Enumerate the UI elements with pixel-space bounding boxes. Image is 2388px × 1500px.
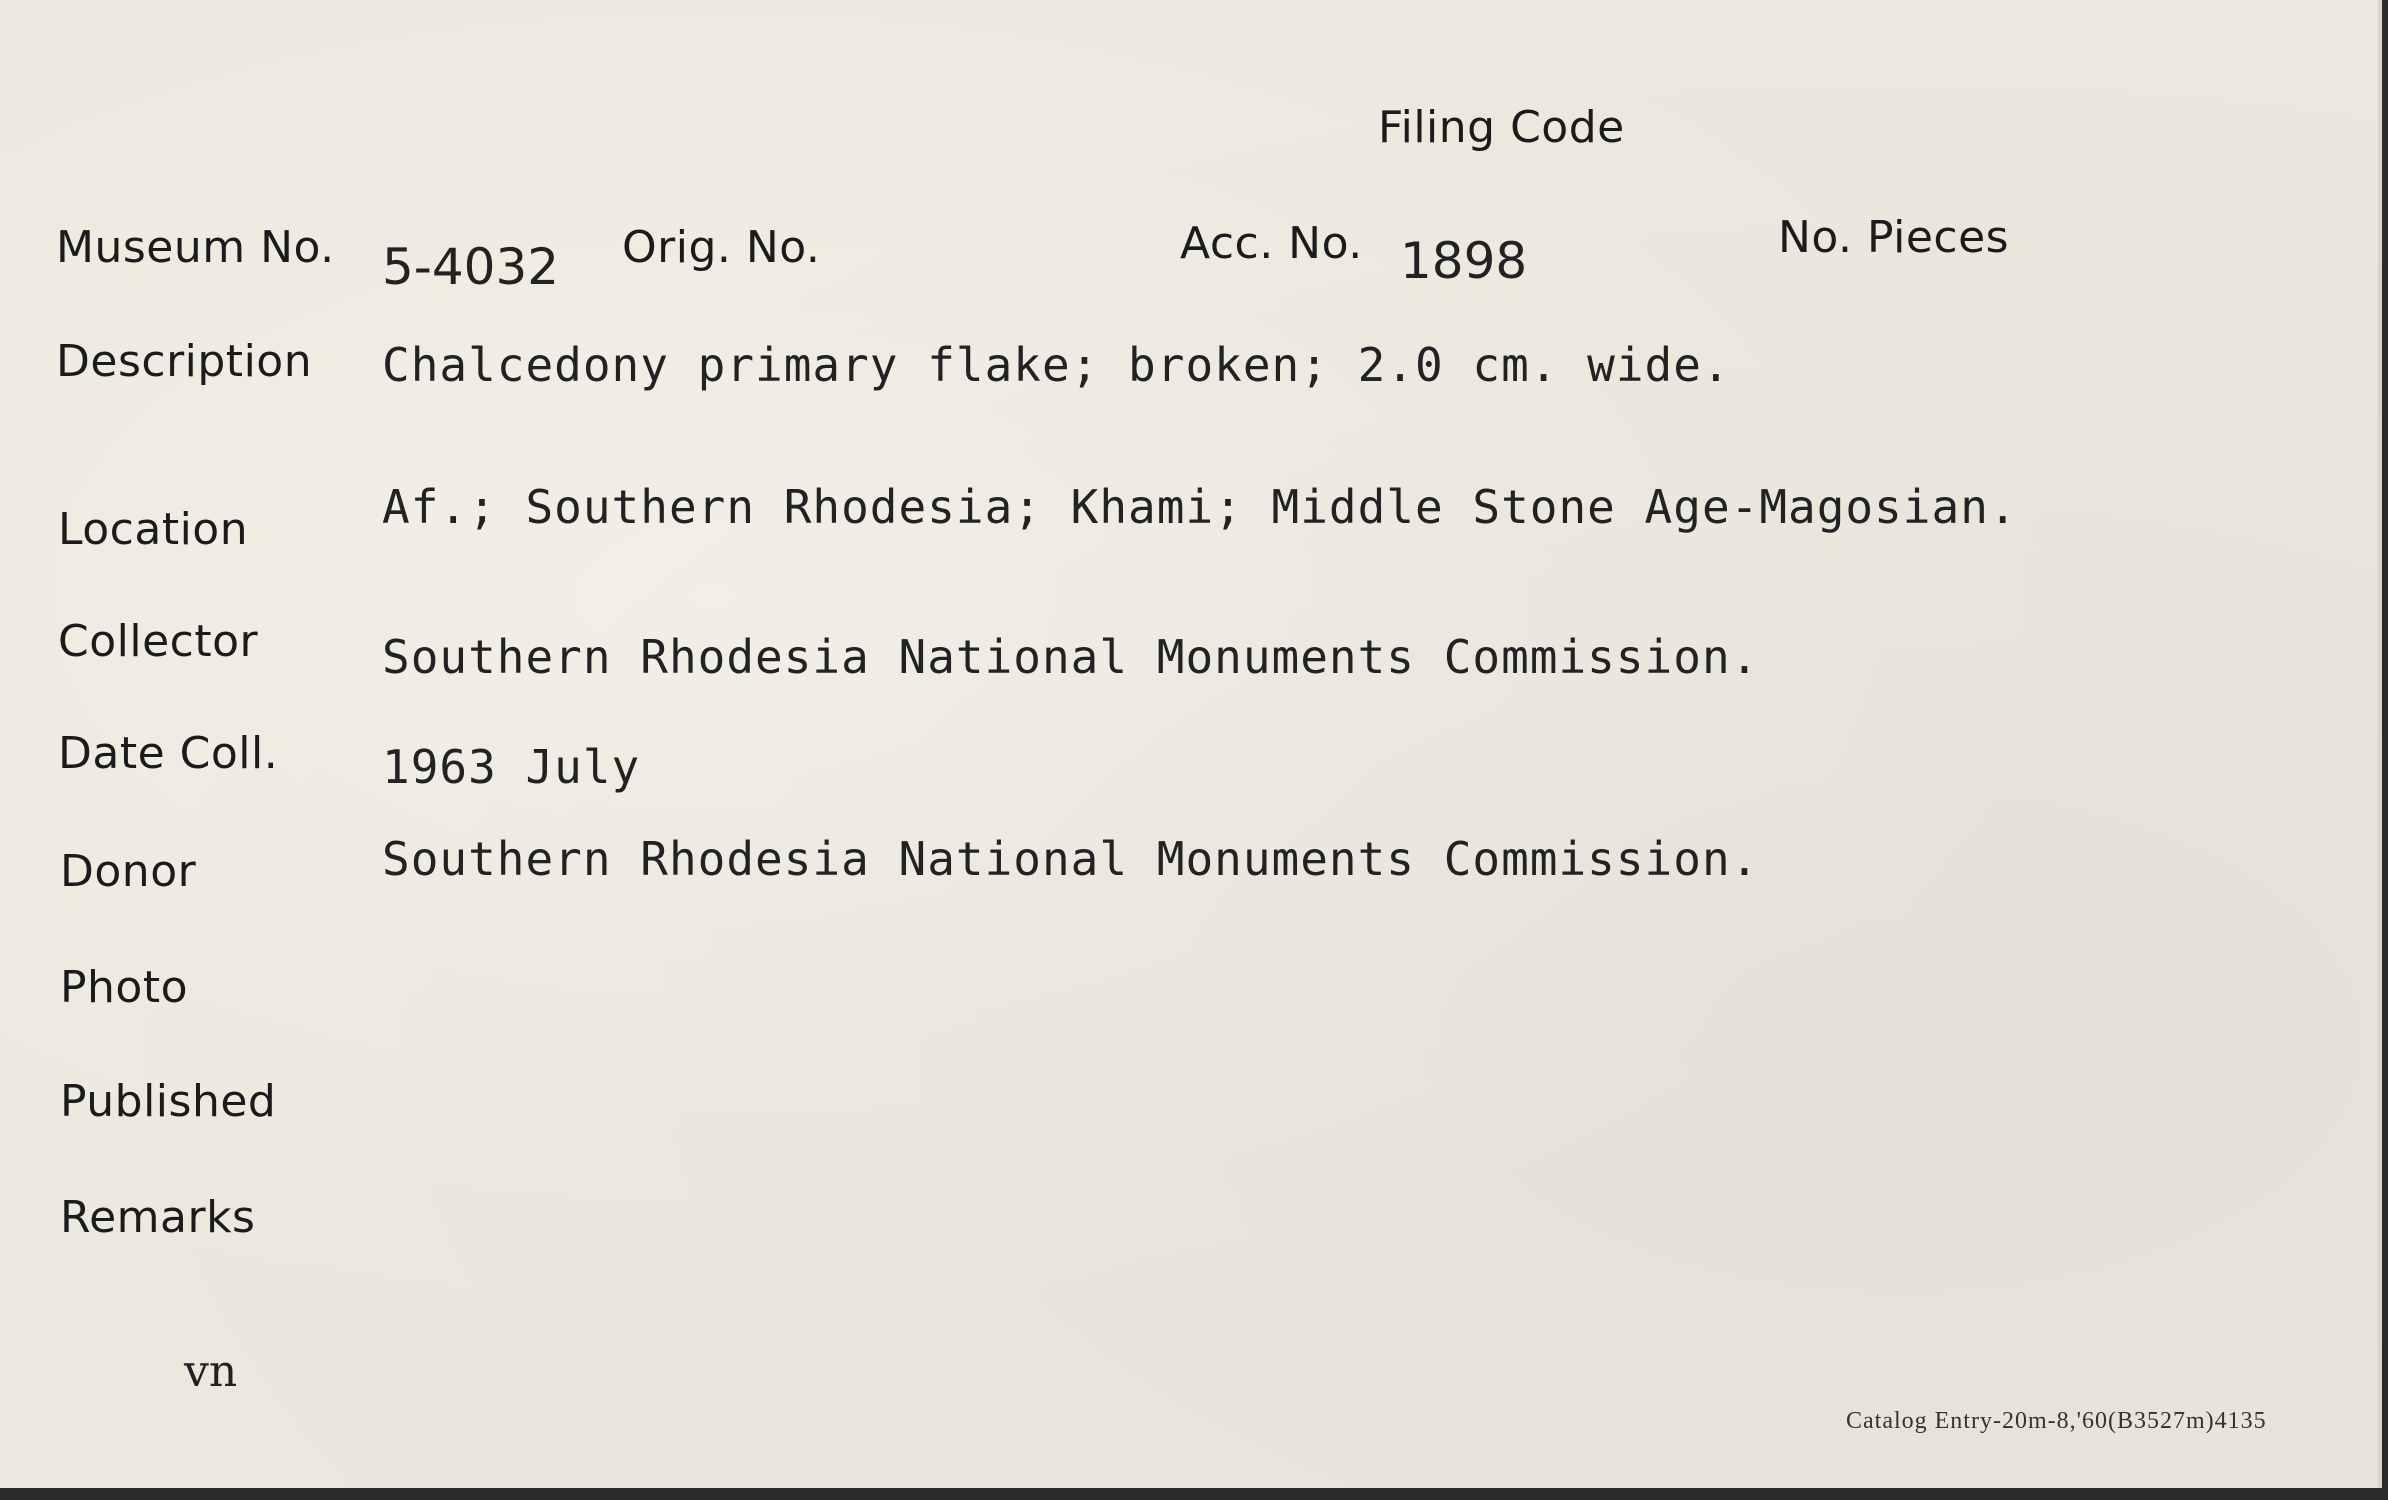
donor-label: Donor [60, 846, 197, 897]
published-label: Published [60, 1076, 277, 1127]
remarks-label: Remarks [60, 1192, 256, 1243]
description-label: Description [56, 336, 313, 387]
donor-value: Southern Rhodesia National Monuments Commission. [382, 832, 1760, 886]
orig-no-label: Orig. No. [622, 222, 821, 273]
cataloger-initials: vn [184, 1346, 238, 1397]
collector-value: Southern Rhodesia National Monuments Commission. [382, 630, 1760, 684]
acc-no-label: Acc. No. [1180, 218, 1363, 269]
description-value: Chalcedony primary flake; broken; 2.0 cm. wide. [382, 338, 1731, 392]
location-label: Location [58, 504, 249, 555]
location-value: Af.; Southern Rhodesia; Khami; Middle Stone Age-Magosian. [382, 480, 2018, 534]
photo-label: Photo [60, 962, 189, 1013]
filing-code-label: Filing Code [1378, 102, 1625, 153]
collector-label: Collector [58, 616, 259, 667]
acc-no-value: 1898 [1400, 232, 1528, 290]
museum-no-label: Museum No. [56, 222, 335, 273]
date-coll-value: 1963 July [382, 740, 641, 794]
date-coll-label: Date Coll. [58, 728, 279, 779]
museum-no-value: 5-4032 [382, 238, 560, 296]
no-pieces-label: No. Pieces [1778, 212, 2010, 263]
card-print-footer: Catalog Entry-20m-8,'60(B3527m)4135 [1846, 1408, 2267, 1434]
